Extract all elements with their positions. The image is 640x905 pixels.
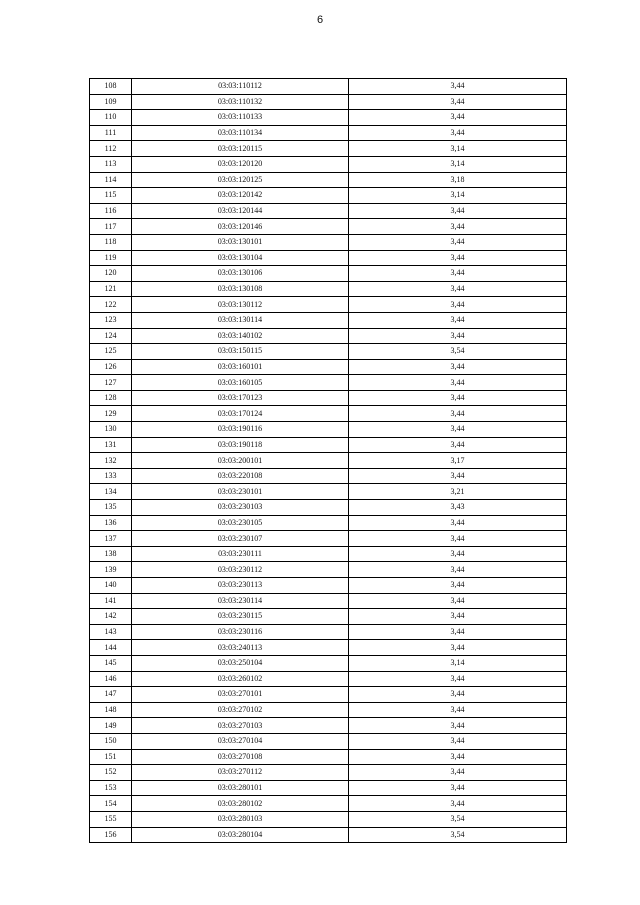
cadastral-number-cell: 03:03:270102	[132, 702, 349, 718]
table-row	[90, 765, 567, 781]
value-cell: 3,44	[349, 250, 567, 266]
cadastral-number-cell: 03:03:130112	[132, 297, 349, 313]
table-row	[90, 266, 567, 282]
cadastral-number-cell: 03:03:270108	[132, 749, 349, 765]
value-cell: 3,44	[349, 531, 567, 547]
value-cell: 3,44	[349, 79, 567, 95]
cadastral-number-cell: 03:03:240113	[132, 640, 349, 656]
row-number-cell: 152	[90, 765, 132, 781]
cadastral-number-cell: 03:03:230101	[132, 484, 349, 500]
row-number-cell: 125	[90, 344, 132, 360]
row-number-cell: 120	[90, 266, 132, 282]
value-cell: 3,44	[349, 281, 567, 297]
cadastral-number-cell: 03:03:140102	[132, 328, 349, 344]
value-cell: 3,44	[349, 515, 567, 531]
cadastral-number-cell: 03:03:230113	[132, 578, 349, 594]
value-cell: 3,14	[349, 188, 567, 204]
cadastral-number-cell: 03:03:280104	[132, 827, 349, 843]
table-row	[90, 546, 567, 562]
table-row	[90, 94, 567, 110]
value-cell: 3,44	[349, 765, 567, 781]
value-cell: 3,44	[349, 110, 567, 126]
table-row	[90, 250, 567, 266]
table-row	[90, 110, 567, 126]
value-cell: 3,44	[349, 562, 567, 578]
cadastral-number-cell: 03:03:280103	[132, 811, 349, 827]
value-cell: 3,44	[349, 390, 567, 406]
table-row	[90, 733, 567, 749]
table-body	[90, 79, 567, 843]
table-row	[90, 453, 567, 469]
table-row	[90, 437, 567, 453]
cadastral-number-cell: 03:03:230105	[132, 515, 349, 531]
row-number-cell: 141	[90, 593, 132, 609]
value-cell: 3,14	[349, 655, 567, 671]
row-number-cell: 146	[90, 671, 132, 687]
cadastral-number-cell: 03:03:130106	[132, 266, 349, 282]
table-row	[90, 687, 567, 703]
table-row	[90, 562, 567, 578]
cadastral-number-cell: 03:03:230107	[132, 531, 349, 547]
value-cell: 3,44	[349, 640, 567, 656]
page-number: 6	[316, 14, 324, 26]
table-row	[90, 328, 567, 344]
value-cell: 3,44	[349, 266, 567, 282]
value-cell: 3,44	[349, 219, 567, 235]
cadastral-number-cell: 03:03:120146	[132, 219, 349, 235]
value-cell: 3,17	[349, 453, 567, 469]
table-row	[90, 811, 567, 827]
row-number-cell: 143	[90, 624, 132, 640]
cadastral-number-cell: 03:03:160101	[132, 359, 349, 375]
cadastral-number-cell: 03:03:270104	[132, 733, 349, 749]
row-number-cell: 134	[90, 484, 132, 500]
value-cell: 3,44	[349, 468, 567, 484]
table-row	[90, 172, 567, 188]
value-cell: 3,44	[349, 718, 567, 734]
cadastral-number-cell: 03:03:110112	[132, 79, 349, 95]
row-number-cell: 114	[90, 172, 132, 188]
row-number-cell: 116	[90, 203, 132, 219]
cadastral-number-cell: 03:03:120115	[132, 141, 349, 157]
table-row	[90, 515, 567, 531]
cadastral-number-cell: 03:03:120144	[132, 203, 349, 219]
table-row	[90, 468, 567, 484]
value-cell: 3,44	[349, 437, 567, 453]
row-number-cell: 111	[90, 125, 132, 141]
cadastral-number-cell: 03:03:170124	[132, 406, 349, 422]
row-number-cell: 150	[90, 733, 132, 749]
cadastral-number-cell: 03:03:130101	[132, 234, 349, 250]
table-row	[90, 718, 567, 734]
table-row	[90, 578, 567, 594]
cadastral-number-cell: 03:03:130114	[132, 312, 349, 328]
cadastral-number-cell: 03:03:170123	[132, 390, 349, 406]
cadastral-number-cell: 03:03:120120	[132, 156, 349, 172]
cadastral-number-cell: 03:03:130104	[132, 250, 349, 266]
table-row	[90, 406, 567, 422]
row-number-cell: 133	[90, 468, 132, 484]
value-cell: 3,44	[349, 593, 567, 609]
table-row	[90, 671, 567, 687]
value-cell: 3,44	[349, 578, 567, 594]
cadastral-number-cell: 03:03:280102	[132, 796, 349, 812]
value-cell: 3,44	[349, 749, 567, 765]
cadastral-number-cell: 03:03:230103	[132, 500, 349, 516]
table-row	[90, 422, 567, 438]
table-row	[90, 234, 567, 250]
table-row	[90, 780, 567, 796]
table-row	[90, 624, 567, 640]
row-number-cell: 123	[90, 312, 132, 328]
cadastral-number-cell: 03:03:190116	[132, 422, 349, 438]
row-number-cell: 145	[90, 655, 132, 671]
row-number-cell: 119	[90, 250, 132, 266]
cadastral-number-cell: 03:03:230115	[132, 609, 349, 625]
table-row	[90, 484, 567, 500]
value-cell: 3,44	[349, 702, 567, 718]
cadastral-number-cell: 03:03:250104	[132, 655, 349, 671]
cadastral-number-cell: 03:03:200101	[132, 453, 349, 469]
row-number-cell: 129	[90, 406, 132, 422]
cadastral-number-cell: 03:03:220108	[132, 468, 349, 484]
value-cell: 3,44	[349, 780, 567, 796]
cadastral-number-cell: 03:03:230116	[132, 624, 349, 640]
cadastral-number-cell: 03:03:110132	[132, 94, 349, 110]
table-row	[90, 655, 567, 671]
table-row	[90, 749, 567, 765]
row-number-cell: 112	[90, 141, 132, 157]
cadastral-number-cell: 03:03:130108	[132, 281, 349, 297]
table-row	[90, 500, 567, 516]
value-cell: 3,44	[349, 359, 567, 375]
value-cell: 3,44	[349, 422, 567, 438]
table-row	[90, 156, 567, 172]
row-number-cell: 155	[90, 811, 132, 827]
table-row	[90, 125, 567, 141]
value-cell: 3,18	[349, 172, 567, 188]
value-cell: 3,14	[349, 141, 567, 157]
row-number-cell: 131	[90, 437, 132, 453]
row-number-cell: 113	[90, 156, 132, 172]
value-cell: 3,44	[349, 733, 567, 749]
row-number-cell: 118	[90, 234, 132, 250]
value-cell: 3,44	[349, 406, 567, 422]
row-number-cell: 149	[90, 718, 132, 734]
table-row	[90, 531, 567, 547]
value-cell: 3,21	[349, 484, 567, 500]
row-number-cell: 137	[90, 531, 132, 547]
row-number-cell: 135	[90, 500, 132, 516]
table-row	[90, 609, 567, 625]
table-row	[90, 593, 567, 609]
row-number-cell: 122	[90, 297, 132, 313]
value-cell: 3,14	[349, 156, 567, 172]
row-number-cell: 153	[90, 780, 132, 796]
cadastral-number-cell: 03:03:120125	[132, 172, 349, 188]
row-number-cell: 139	[90, 562, 132, 578]
row-number-cell: 156	[90, 827, 132, 843]
row-number-cell: 115	[90, 188, 132, 204]
value-cell: 3,44	[349, 687, 567, 703]
row-number-cell: 138	[90, 546, 132, 562]
row-number-cell: 154	[90, 796, 132, 812]
table-row	[90, 702, 567, 718]
row-number-cell: 142	[90, 609, 132, 625]
cadastral-number-cell: 03:03:110133	[132, 110, 349, 126]
cadastral-number-cell: 03:03:190118	[132, 437, 349, 453]
table-row	[90, 390, 567, 406]
row-number-cell: 110	[90, 110, 132, 126]
row-number-cell: 108	[90, 79, 132, 95]
table-row	[90, 827, 567, 843]
cadastral-number-cell: 03:03:230114	[132, 593, 349, 609]
value-cell: 3,44	[349, 624, 567, 640]
row-number-cell: 128	[90, 390, 132, 406]
cadastral-number-cell: 03:03:120142	[132, 188, 349, 204]
table-row	[90, 219, 567, 235]
cadastral-number-cell: 03:03:270103	[132, 718, 349, 734]
row-number-cell: 124	[90, 328, 132, 344]
value-cell: 3,44	[349, 203, 567, 219]
value-cell: 3,44	[349, 297, 567, 313]
value-cell: 3,54	[349, 811, 567, 827]
cadastral-number-cell: 03:03:270112	[132, 765, 349, 781]
cadastral-number-cell: 03:03:280101	[132, 780, 349, 796]
value-cell: 3,44	[349, 671, 567, 687]
data-table	[89, 78, 567, 843]
cadastral-number-cell: 03:03:260102	[132, 671, 349, 687]
table-row	[90, 281, 567, 297]
cadastral-number-cell: 03:03:230111	[132, 546, 349, 562]
table-row	[90, 359, 567, 375]
row-number-cell: 121	[90, 281, 132, 297]
row-number-cell: 151	[90, 749, 132, 765]
table-row	[90, 796, 567, 812]
cadastral-number-cell: 03:03:160105	[132, 375, 349, 391]
value-cell: 3,44	[349, 125, 567, 141]
value-cell: 3,44	[349, 312, 567, 328]
row-number-cell: 136	[90, 515, 132, 531]
table-row	[90, 141, 567, 157]
value-cell: 3,44	[349, 328, 567, 344]
cadastral-number-cell: 03:03:150115	[132, 344, 349, 360]
row-number-cell: 117	[90, 219, 132, 235]
row-number-cell: 148	[90, 702, 132, 718]
row-number-cell: 140	[90, 578, 132, 594]
table-row	[90, 375, 567, 391]
value-cell: 3,44	[349, 796, 567, 812]
value-cell: 3,44	[349, 609, 567, 625]
row-number-cell: 144	[90, 640, 132, 656]
table-row	[90, 640, 567, 656]
row-number-cell: 126	[90, 359, 132, 375]
row-number-cell: 109	[90, 94, 132, 110]
value-cell: 3,54	[349, 344, 567, 360]
row-number-cell: 147	[90, 687, 132, 703]
table-row	[90, 297, 567, 313]
table-row	[90, 79, 567, 95]
cadastral-number-cell: 03:03:270101	[132, 687, 349, 703]
cadastral-number-cell: 03:03:110134	[132, 125, 349, 141]
row-number-cell: 132	[90, 453, 132, 469]
table-row	[90, 312, 567, 328]
value-cell: 3,44	[349, 375, 567, 391]
value-cell: 3,54	[349, 827, 567, 843]
table-row	[90, 188, 567, 204]
row-number-cell: 127	[90, 375, 132, 391]
cadastral-number-cell: 03:03:230112	[132, 562, 349, 578]
table-row	[90, 344, 567, 360]
value-cell: 3,44	[349, 546, 567, 562]
row-number-cell: 130	[90, 422, 132, 438]
table-row	[90, 203, 567, 219]
value-cell: 3,44	[349, 234, 567, 250]
value-cell: 3,43	[349, 500, 567, 516]
value-cell: 3,44	[349, 94, 567, 110]
